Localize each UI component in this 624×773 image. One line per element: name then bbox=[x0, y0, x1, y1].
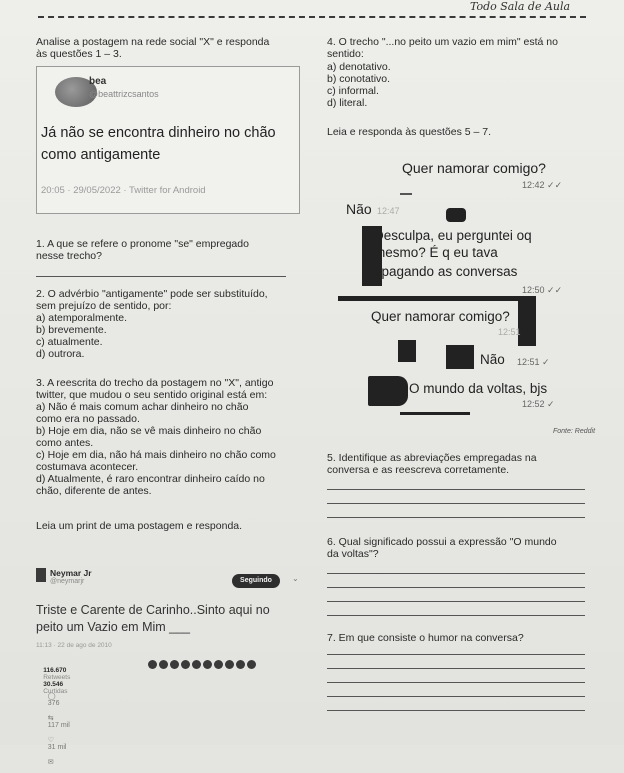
chat-message-3-line-2: mesmo? É q eu tava bbox=[374, 245, 498, 260]
retweets-label: Retweets bbox=[43, 674, 71, 681]
q6-answer-line bbox=[327, 601, 585, 602]
q5-answer-line bbox=[327, 489, 585, 490]
q6-line-1: 6. Qual significado possui a expressão "O mundo bbox=[327, 536, 557, 548]
like-count: 31 mil bbox=[47, 744, 67, 751]
redaction-mark bbox=[518, 296, 536, 346]
chat-time-1: 12:42 ✓✓ bbox=[522, 180, 563, 190]
neymar-name: Neymar Jr bbox=[50, 568, 92, 578]
q3-option-a-line-1: a) Não é mais comum achar dinheiro no chão bbox=[36, 401, 249, 413]
tweet-text-line-1: Já não se encontra dinheiro no chão bbox=[41, 125, 276, 141]
liker-avatar-icon bbox=[214, 660, 223, 669]
neymar-date: 11:13 · 22 de ago de 2010 bbox=[36, 642, 112, 649]
liker-avatar-icon bbox=[236, 660, 245, 669]
liker-avatars bbox=[148, 656, 258, 674]
tweet-meta: 20:05 · 29/05/2022 · Twitter for Android bbox=[41, 185, 206, 196]
q4-option-b: b) conotativo. bbox=[327, 73, 391, 85]
redaction-mark bbox=[446, 208, 466, 222]
chat-time-3: 12:50 ✓✓ bbox=[522, 285, 563, 295]
chat-message-5: Não bbox=[480, 352, 505, 367]
neymar-actions bbox=[40, 685, 70, 773]
q4-option-a: a) denotativo. bbox=[327, 61, 391, 73]
q5-answer-line bbox=[327, 503, 585, 504]
tweet-author-handle: @beattrizcsantos bbox=[89, 89, 159, 99]
q7-answer-line bbox=[327, 668, 585, 669]
q4-option-d: d) literal. bbox=[327, 97, 368, 109]
read-print-instruction: Leia um print de uma postagem e responda. bbox=[36, 520, 243, 532]
q7-answer-line bbox=[327, 654, 585, 655]
q7-answer-line bbox=[327, 682, 585, 683]
chat-message-4: Quer namorar comigo? bbox=[371, 309, 510, 324]
chat-message-3-line-1: Desculpa, eu perguntei oq bbox=[374, 228, 532, 243]
message-icon[interactable]: ✉ bbox=[47, 759, 54, 766]
neymar-avatar bbox=[36, 568, 46, 582]
chat-message-1: Quer namorar comigo? bbox=[402, 160, 546, 176]
liker-avatar-icon bbox=[225, 660, 234, 669]
q7-line-1: 7. Em que consiste o humor na conversa? bbox=[327, 632, 524, 644]
follow-button[interactable]: Seguindo bbox=[232, 574, 280, 588]
liker-avatar-icon bbox=[181, 660, 190, 669]
redaction-mark bbox=[338, 296, 518, 301]
q3-option-d-line-2: chão, diferente de antes. bbox=[36, 485, 152, 497]
q6-answer-line bbox=[327, 573, 585, 574]
q2-line-1: 2. O advérbio "antigamente" pode ser substituído, bbox=[36, 288, 268, 300]
chat-time-2: 12:47 bbox=[377, 206, 400, 216]
q4-option-c: c) informal. bbox=[327, 85, 379, 97]
q3-line-2: twitter, que mudou o seu sentido original está em: bbox=[36, 389, 268, 401]
chat-time-4: 12:51 bbox=[498, 327, 521, 337]
chat-message-2: Não bbox=[346, 201, 372, 217]
q2-option-d: d) outrora. bbox=[36, 348, 85, 360]
q3-line-1: 3. A reescrita do trecho da postagem no "X", antigo bbox=[36, 377, 274, 389]
liker-avatar-icon bbox=[203, 660, 212, 669]
liker-avatar-icon bbox=[170, 660, 179, 669]
likes-label: Curtidas bbox=[43, 688, 68, 695]
retweets-count: 116.670 bbox=[43, 667, 67, 674]
q5-line-2: conversa e as reescreva corretamente. bbox=[327, 464, 510, 476]
reply-count: 376 bbox=[47, 700, 60, 707]
tweet-author-name: bea bbox=[89, 76, 107, 87]
q6-line-2: da voltas"? bbox=[327, 548, 379, 560]
intro-line-2: às questões 1 – 3. bbox=[36, 48, 122, 60]
q6-answer-line bbox=[327, 587, 585, 588]
redaction-mark bbox=[400, 412, 470, 415]
neymar-handle: @neymarjr bbox=[50, 578, 85, 585]
divider bbox=[400, 193, 412, 195]
q4-line-2: sentido: bbox=[327, 48, 364, 60]
chat-message-6: O mundo da voltas, bjs bbox=[409, 381, 548, 396]
q1-answer-line bbox=[36, 276, 286, 277]
q4-line-1: 4. O trecho "...no peito um vazio em mim" está no bbox=[327, 36, 558, 48]
q2-option-a: a) atemporalmente. bbox=[36, 312, 128, 324]
read-answer-instruction: Leia e responda às questões 5 – 7. bbox=[327, 126, 492, 138]
q5-line-1: 5. Identifique as abreviações empregadas na bbox=[327, 452, 537, 464]
school-logo-text: Todo Sala de Aula bbox=[470, 0, 571, 13]
redaction-mark bbox=[446, 345, 474, 369]
redaction-mark bbox=[368, 376, 408, 406]
chat-time-5: 12:51 ✓ bbox=[517, 357, 550, 367]
q5-answer-line bbox=[327, 517, 585, 518]
q3-option-d-line-1: d) Atualmente, é raro encontrar dinheiro caído no bbox=[36, 473, 265, 485]
tweet-card bbox=[36, 66, 300, 214]
chevron-down-icon[interactable]: ⌄ bbox=[292, 574, 299, 583]
retweet-icon[interactable]: ⇆ bbox=[47, 715, 54, 722]
tweet-text-line-2: como antigamente bbox=[41, 147, 161, 163]
q2-line-2: sem prejuízo de sentido, por: bbox=[36, 300, 172, 312]
chat-message-3-line-3: apagando as conversas bbox=[374, 264, 518, 279]
intro-line-1: Analise a postagem na rede social "X" e responda bbox=[36, 36, 270, 48]
chat-source: Fonte: Reddit bbox=[553, 428, 596, 435]
chat-time-6: 12:52 ✓ bbox=[522, 399, 555, 409]
q3-option-b-line-1: b) Hoje em dia, não se vê mais dinheiro no chão bbox=[36, 425, 262, 437]
q1-line-1: 1. A que se refere o pronome "se" empregado bbox=[36, 238, 249, 250]
likes-count: 30.546 bbox=[43, 681, 64, 688]
liker-avatar-icon bbox=[192, 660, 201, 669]
liker-avatar-icon bbox=[159, 660, 168, 669]
q2-option-b: b) brevemente. bbox=[36, 324, 107, 336]
q6-answer-line bbox=[327, 615, 585, 616]
q3-option-c-line-2: costumava acontecer. bbox=[36, 461, 139, 473]
retweet-count: 117 mil bbox=[47, 722, 70, 729]
q3-option-b-line-2: como antes. bbox=[36, 437, 94, 449]
q2-option-c: c) atualmente. bbox=[36, 336, 103, 348]
liker-avatar-icon bbox=[247, 660, 256, 669]
reply-icon[interactable]: ◯ bbox=[47, 693, 56, 700]
liker-avatar-icon bbox=[148, 660, 157, 669]
q3-option-c-line-1: c) Hoje em dia, não há mais dinheiro no chão como bbox=[36, 449, 276, 461]
neymar-text-line-1: Triste e Carente de Carinho..Sinto aqui no bbox=[36, 603, 270, 617]
q1-line-2: nesse trecho? bbox=[36, 250, 102, 262]
heart-icon[interactable]: ♡ bbox=[47, 737, 55, 744]
q3-option-a-line-2: como era no passado. bbox=[36, 413, 140, 425]
q7-answer-line bbox=[327, 696, 585, 697]
neymar-text-line-2: peito um Vazio em Mim ___ bbox=[36, 620, 190, 634]
q7-answer-line bbox=[327, 710, 585, 711]
redaction-mark bbox=[398, 340, 416, 362]
